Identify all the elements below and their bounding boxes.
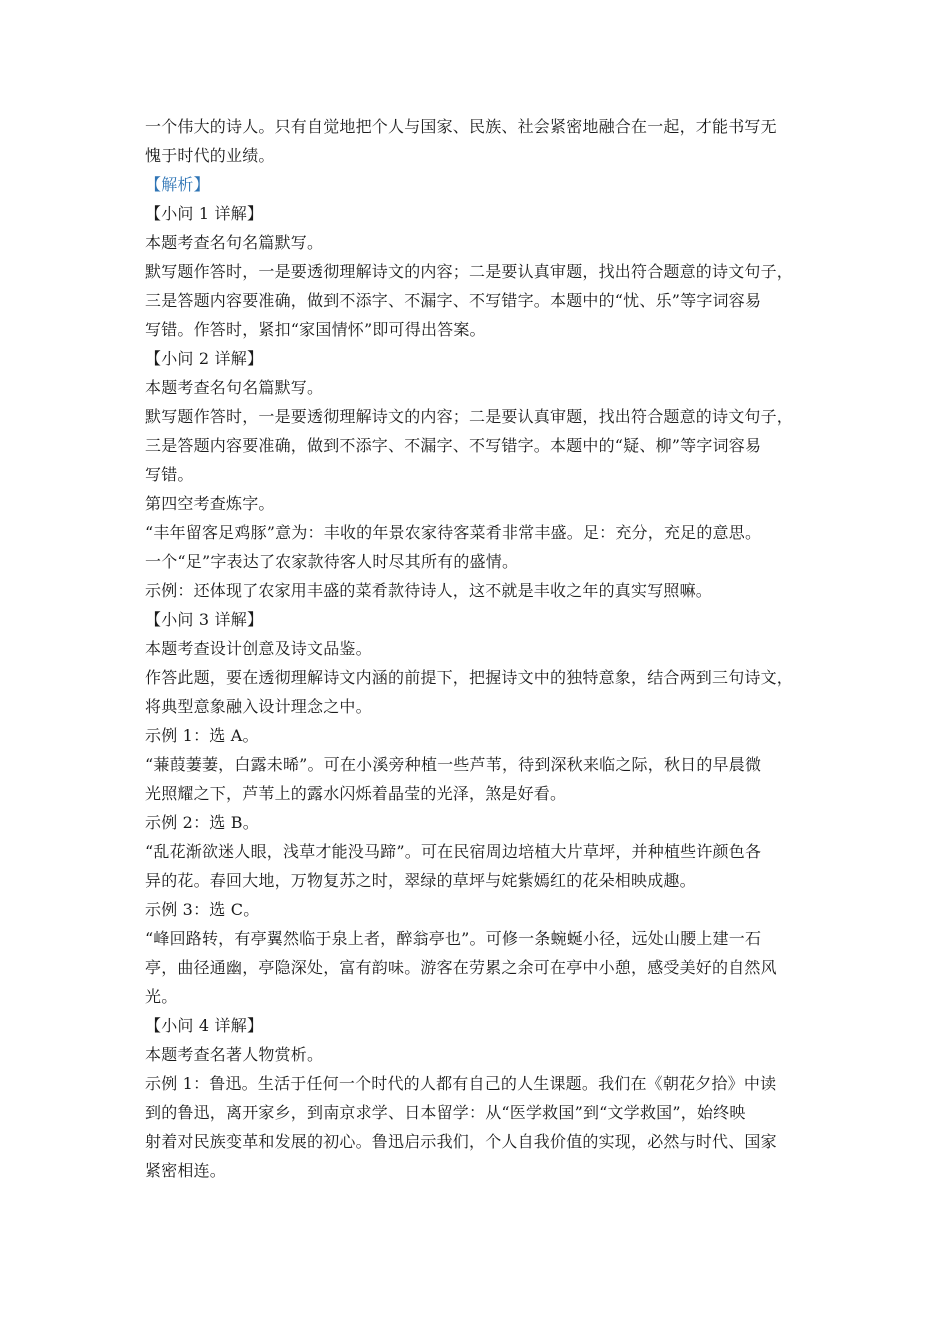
section-heading-q2: 【小问 2 详解】 [145,349,264,368]
body-text-line: 三是答题内容要准确，做到不添字、不漏字、不写错字。本题中的“忧、乐”等字词容易 [145,291,762,310]
body-text-line: “乱花渐欲迷人眼，浅草才能没马蹄”。可在民宿周边培植大片草坪，并种植些许颜色各 [145,842,762,861]
body-text-line: 示例 1：选 A。 [145,726,259,745]
analysis-label: 【解析】 [145,175,210,194]
body-text-line: 一个“足”字表达了农家款待客人时尽其所有的盛情。 [145,552,519,571]
body-text-line: 光。 [145,987,178,1006]
body-text-line: 亭，曲径通幽，亭隐深处，富有韵味。游客在劳累之余可在亭中小憩，感受美好的自然风 [145,958,777,977]
body-text-line: “峰回路转，有亭翼然临于泉上者，醉翁亭也”。可修一条蜿蜒小径，远处山腰上建一石 [145,929,762,948]
section-heading-q4: 【小问 4 详解】 [145,1016,264,1035]
body-text-line: 愧于时代的业绩。 [145,146,275,165]
body-text-line: 紧密相连。 [145,1161,227,1180]
body-text-line: 默写题作答时，一是要透彻理解诗文的内容；二是要认真审题，找出符合题意的诗文句子， [145,407,794,426]
body-text-line: 本题考查名句名篇默写。 [145,233,324,252]
body-text-line: 到的鲁迅，离开家乡，到南京求学、日本留学：从“医学救国”到“文学救国”，始终映 [145,1103,746,1122]
body-text-line: 本题考查名句名篇默写。 [145,378,324,397]
body-text-line: 本题考查设计创意及诗文品鉴。 [145,639,372,658]
body-text-line: “蒹葭萋萋，白露未晞”。可在小溪旁种植一些芦苇，待到深秋来临之际，秋日的早晨微 [145,755,762,774]
body-text-line: 光照耀之下，芦苇上的露水闪烁着晶莹的光泽，煞是好看。 [145,784,567,803]
section-heading-q3: 【小问 3 详解】 [145,610,264,629]
body-text-line: 写错。作答时，紧扣“家国情怀”即可得出答案。 [145,320,486,339]
body-text-line: 示例 1：鲁迅。生活于任何一个时代的人都有自己的人生课题。我们在《朝花夕拾》中读 [145,1074,777,1093]
body-text-line: 示例：还体现了农家用丰盛的菜肴款待诗人，这不就是丰收之年的真实写照嘛。 [145,581,713,600]
body-text-line: 一个伟大的诗人。只有自觉地把个人与国家、民族、社会紧密地融合在一起，才能书写无 [145,117,777,136]
body-text-line: 射着对民族变革和发展的初心。鲁迅启示我们，个人自我价值的实现，必然与时代、国家 [145,1132,777,1151]
body-text-line: 示例 3：选 C。 [145,900,260,919]
document-body [145,112,815,1185]
section-heading-q1: 【小问 1 详解】 [145,204,264,223]
body-text-line: 异的花。春回大地，万物复苏之时，翠绿的草坪与姹紫嫣红的花朵相映成趣。 [145,871,696,890]
body-text-line: 默写题作答时，一是要透彻理解诗文的内容；二是要认真审题，找出符合题意的诗文句子， [145,262,794,281]
body-text-line: 本题考查名著人物赏析。 [145,1045,324,1064]
body-text-line: 三是答题内容要准确，做到不添字、不漏字、不写错字。本题中的“疑、柳”等字词容易 [145,436,762,455]
body-text-line: 写错。 [145,465,194,484]
body-text-line: 示例 2：选 B。 [145,813,259,832]
body-text-line: 作答此题，要在透彻理解诗文内涵的前提下，把握诗文中的独特意象，结合两到三句诗文， [145,668,794,687]
body-text-line: 第四空考查炼字。 [145,494,275,513]
body-text-line: “丰年留客足鸡豚”意为：丰收的年景农家待客菜肴非常丰盛。足：充分，充足的意思。 [145,523,762,542]
body-text-line: 将典型意象融入设计理念之中。 [145,697,372,716]
